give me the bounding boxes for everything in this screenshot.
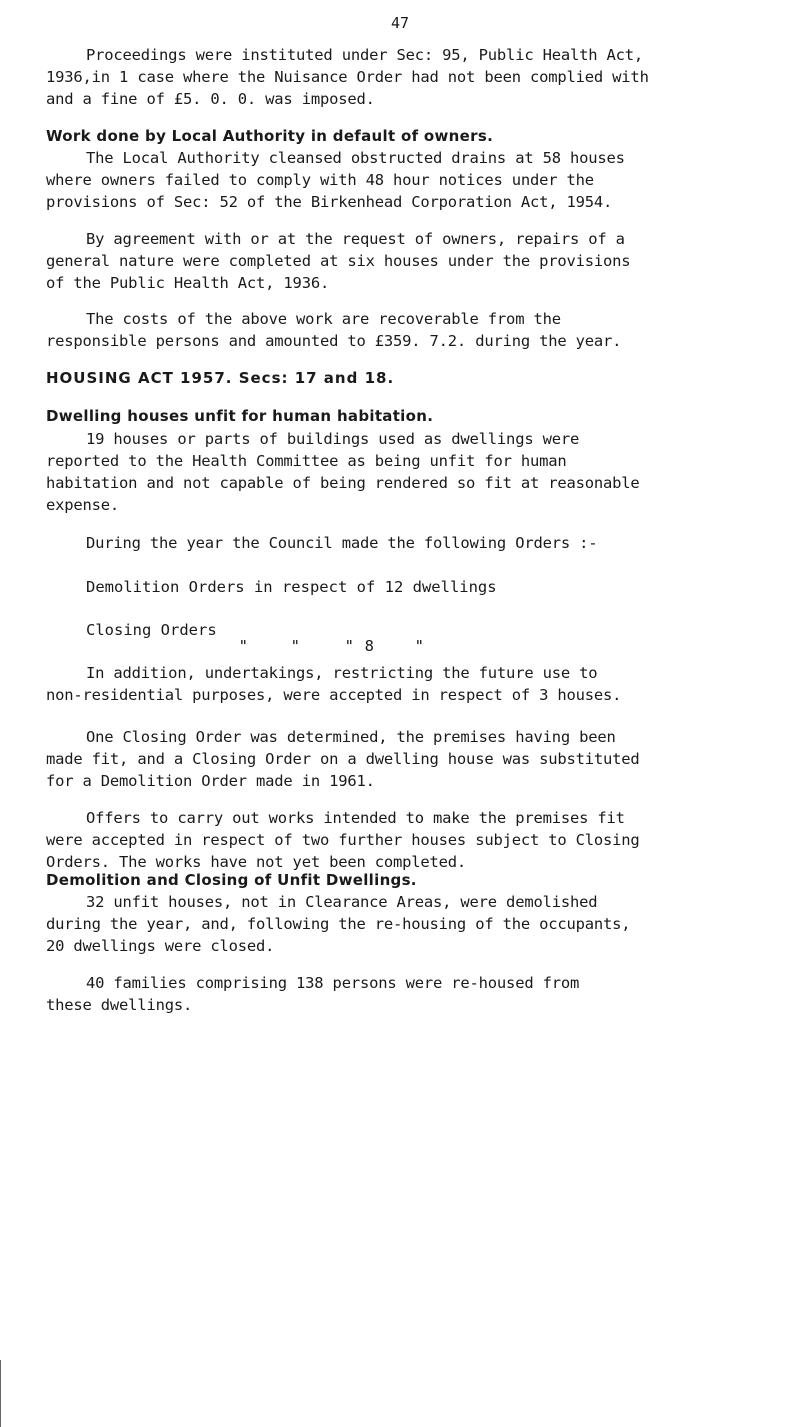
paragraph-repairs: By agreement with or at the request of owners, repairs of a general nature were completed at six houses under the provisions of the Public Health Act, 1936. — [46, 230, 631, 292]
demolition-orders-line: Demolition Orders in respect of 12 dwellings — [86, 578, 497, 596]
paragraph-offers: Offers to carry out works intended to make the premises fit were accepted in respect of two further houses subject to Closing Orders. The works have not yet been completed. — [46, 809, 640, 871]
paragraph-drains: The Local Authority cleansed obstructed drains at 58 houses where owners failed to comply with 48 hour notices under the provisions of Sec: 52 of the Birkenhead Corporation Act, 1954. — [46, 149, 625, 211]
scan-edge-line — [0, 1360, 1, 1427]
paragraph-demolished: 32 unfit houses, not in Clearance Areas, were demolished during the year, and, following the re-housing of the occupants, 20 dwellings were closed. — [46, 893, 631, 955]
ditto-mark: " — [238, 637, 248, 655]
heading-dwelling-houses: Dwelling houses unfit for human habitation. — [46, 407, 434, 425]
page-number: 47 — [390, 14, 410, 32]
ditto-mark: " — [344, 637, 354, 655]
paragraph-orders-intro: During the year the Council made the following Orders :- — [86, 534, 598, 552]
paragraph-rehoused: 40 families comprising 138 persons were re-housed from these dwellings. — [46, 974, 580, 1014]
paragraph-undertakings: In addition, undertakings, restricting the future use to non-residential purposes, were accepted in respect of 3 houses. — [46, 664, 622, 704]
closing-orders-line — [86, 619, 424, 655]
closing-orders-label: Closing Orders — [86, 621, 217, 639]
heading-demolition-closing: Demolition and Closing of Unfit Dwellings. — [46, 871, 417, 889]
paragraph-unfit-houses: 19 houses or parts of buildings used as dwellings were reported to the Health Committee as being unfit for human habitation and not capable of being rendered so fit at reasonable expense. — [46, 430, 640, 514]
ditto-mark: " — [414, 637, 424, 655]
paragraph-proceedings: Proceedings were instituted under Sec: 95, Public Health Act, 1936,in 1 case where the Nuisance Order had not been complied with and a fine of £5. 0. 0. was imposed. — [46, 46, 649, 108]
heading-housing-act: HOUSING ACT 1957. Secs: 17 and 18. — [46, 369, 395, 387]
closing-orders-count: 8 — [364, 637, 374, 655]
heading-work-done: Work done by Local Authority in default of owners. — [46, 127, 494, 145]
ditto-mark: " — [290, 637, 300, 655]
paragraph-closing-order-determined: One Closing Order was determined, the premises having been made fit, and a Closing Order on a dwelling house was substituted for a Demolition Order made in 1961. — [46, 728, 640, 790]
paragraph-costs: The costs of the above work are recoverable from the responsible persons and amounted to £359. 7.2. during the year. — [46, 310, 622, 350]
